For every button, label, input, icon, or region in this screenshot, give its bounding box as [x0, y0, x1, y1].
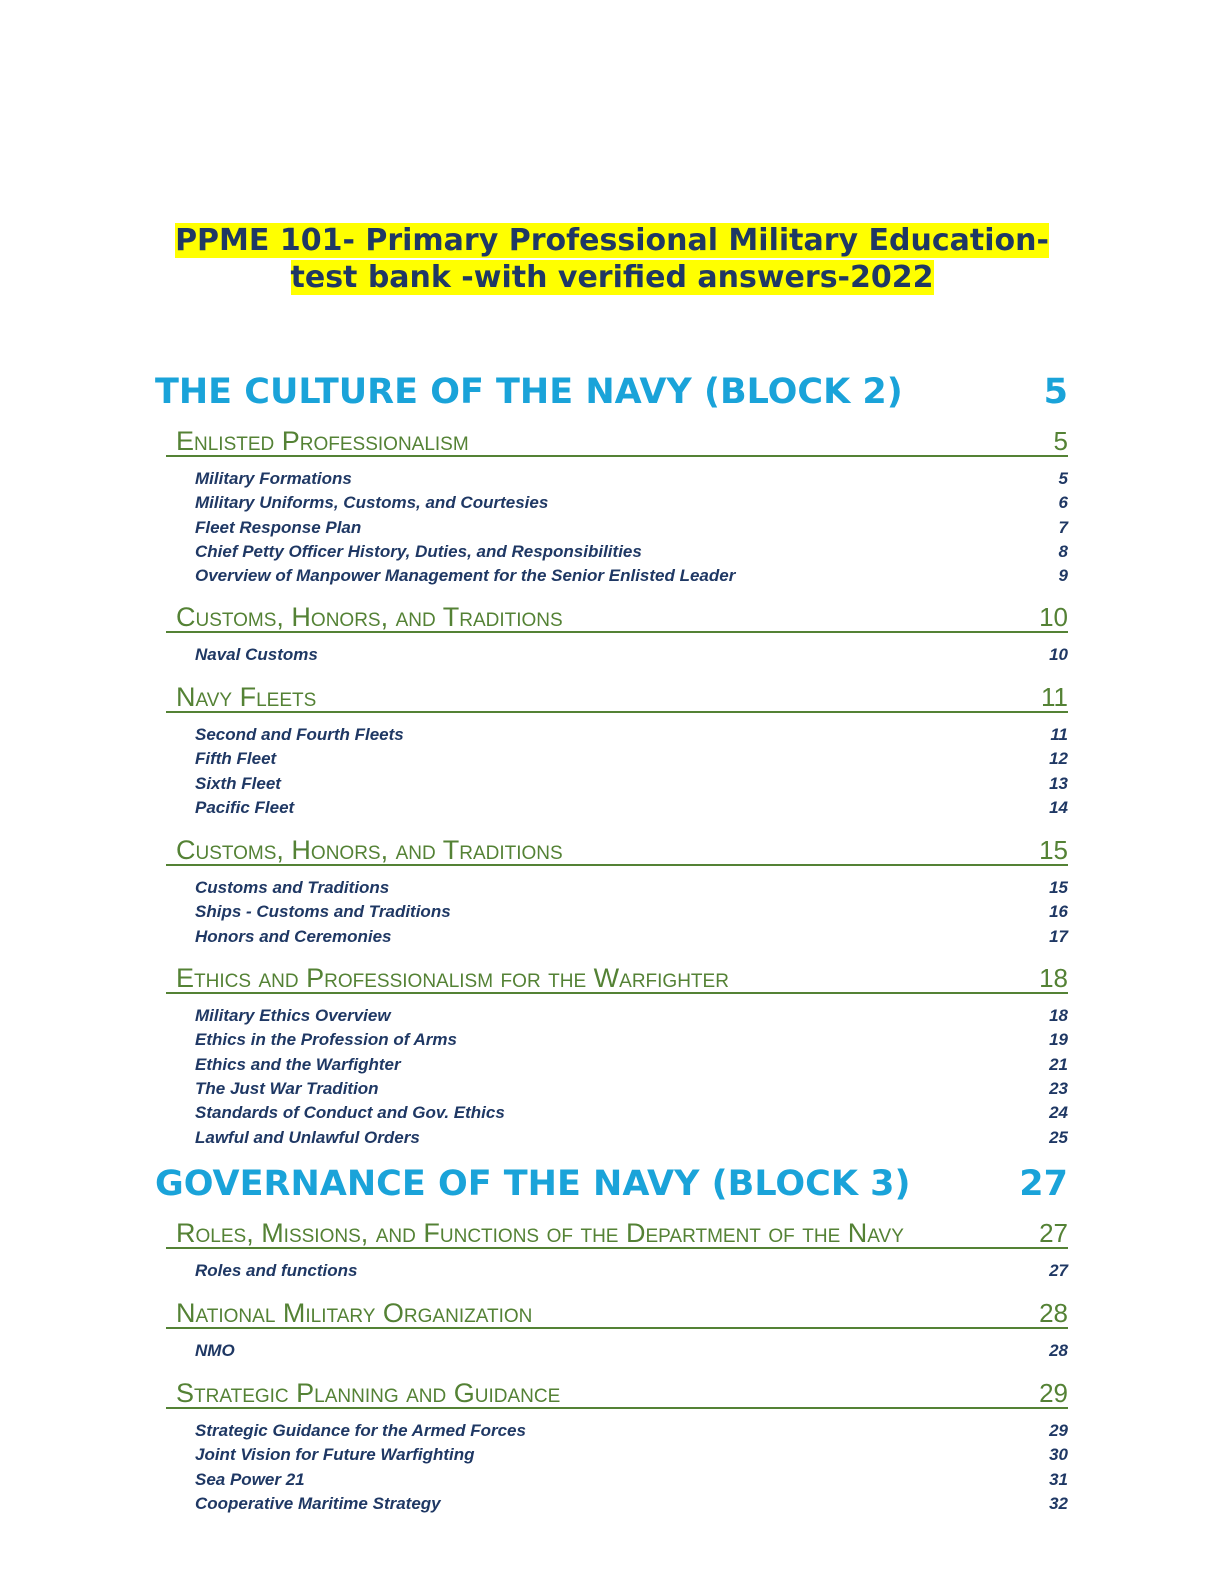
toc-section-heading-page: 10	[1039, 602, 1068, 632]
toc-entry-label: Second and Fourth Fleets	[195, 725, 404, 744]
toc-entry-label: Fleet Response Plan	[195, 517, 362, 537]
toc-block-heading-label: GOVERNANCE OF THE NAVY (BLOCK 3)	[155, 1164, 911, 1204]
toc-entry[interactable]	[195, 1029, 1068, 1051]
toc-entry-label: Roles and functions	[195, 1261, 358, 1280]
toc-entry-page: 31	[1049, 1469, 1068, 1489]
toc-entry-page: 13	[1049, 773, 1068, 793]
toc-entry[interactable]	[195, 1078, 1068, 1100]
toc-entry[interactable]	[195, 565, 1068, 587]
toc-entry-page: 27	[1049, 1261, 1068, 1280]
toc-entry-page: 12	[1049, 749, 1068, 769]
toc-section-heading-label: Enlisted Professionalism	[176, 426, 469, 456]
toc-entry-page: 8	[1058, 541, 1068, 561]
title-line-1: PPME 101- Primary Professional Military Education-	[175, 223, 1049, 258]
toc-entry-page: 10	[1049, 645, 1068, 664]
toc-entry-label: Military Ethics Overview	[195, 1006, 391, 1025]
toc-entry-label: Strategic Guidance for the Armed Forces	[195, 1421, 526, 1440]
toc-entry[interactable]	[195, 797, 1068, 819]
toc-entry-label: The Just War Tradition	[195, 1078, 379, 1098]
toc-entry-label: Honors and Ceremonies	[195, 926, 392, 946]
toc-entry-page: 21	[1049, 1054, 1068, 1074]
toc-entry-page: 32	[1049, 1493, 1068, 1513]
toc-section-heading-page: 18	[1039, 963, 1068, 993]
toc-section-heading[interactable]	[166, 601, 1068, 633]
toc-entry[interactable]	[195, 1102, 1068, 1124]
toc-entry-label: Standards of Conduct and Gov. Ethics	[195, 1103, 505, 1123]
toc-section-heading-label: National Military Organization	[176, 1298, 533, 1328]
document-title	[120, 222, 1104, 296]
toc-entry[interactable]	[195, 1260, 1068, 1282]
toc-section-heading[interactable]	[166, 1377, 1068, 1409]
toc-entry-label: NMO	[195, 1341, 235, 1360]
toc-entry-page: 30	[1049, 1445, 1068, 1465]
toc-block-heading-page: 5	[1043, 372, 1068, 412]
toc-section-heading-label: Ethics and Professionalism for the Warfighter	[176, 963, 729, 993]
toc-section-heading-label: Roles, Missions, and Functions of the Department of the Navy	[176, 1218, 904, 1248]
toc-entry[interactable]	[195, 644, 1068, 666]
toc-entry[interactable]	[195, 492, 1068, 514]
toc-entry[interactable]	[195, 1005, 1068, 1027]
toc-section-heading[interactable]	[166, 834, 1068, 866]
toc-section-heading-page: 27	[1039, 1218, 1068, 1248]
toc-entry-label: Cooperative Maritime Strategy	[195, 1493, 441, 1513]
toc-section-heading-page: 15	[1039, 835, 1068, 865]
toc-entry[interactable]	[195, 1469, 1068, 1491]
toc-entry-label: Overview of Manpower Management for the Senior Enlisted Leader	[195, 566, 736, 586]
toc-entry-page: 7	[1058, 517, 1068, 537]
toc-entry-page: 5	[1058, 469, 1068, 488]
toc-entry-label: Military Formations	[195, 469, 352, 488]
toc-entry-label: Chief Petty Officer History, Duties, and Responsibilities	[195, 541, 642, 561]
toc-entry-label: Lawful and Unlawful Orders	[195, 1127, 420, 1147]
toc-entry-label: Sixth Fleet	[195, 773, 281, 793]
toc-entry[interactable]	[195, 877, 1068, 899]
toc-entry-label: Naval Customs	[195, 645, 318, 664]
toc-entry-page: 23	[1049, 1078, 1068, 1098]
toc-block-heading[interactable]	[155, 370, 1068, 414]
toc-entry-page: 9	[1058, 566, 1068, 586]
toc-entry-page: 6	[1058, 493, 1068, 513]
title-line-2: test bank -with verified answers-2022	[290, 260, 934, 295]
toc-section-heading[interactable]	[166, 681, 1068, 713]
toc-entry[interactable]	[195, 1054, 1068, 1076]
toc-entry-label: Ethics and the Warfighter	[195, 1054, 401, 1074]
toc-section-heading[interactable]	[166, 1217, 1068, 1249]
toc-block-heading-label: THE CULTURE OF THE NAVY (BLOCK 2)	[155, 372, 903, 412]
toc-section-heading-page: 11	[1041, 682, 1068, 712]
toc-entry-label: Pacific Fleet	[195, 797, 295, 817]
toc-entry-label: Military Uniforms, Customs, and Courtesies	[195, 493, 549, 513]
toc-entry-page: 19	[1049, 1030, 1068, 1050]
toc-section-heading-page: 29	[1039, 1378, 1068, 1408]
toc-entry[interactable]	[195, 1444, 1068, 1466]
toc-entry-label: Ethics in the Profession of Arms	[195, 1030, 457, 1050]
toc-section-heading[interactable]	[166, 962, 1068, 994]
toc-section-heading-label: Navy Fleets	[176, 682, 317, 712]
toc-section-heading-label: Customs, Honors, and Traditions	[176, 835, 563, 865]
toc-entry-page: 15	[1049, 878, 1068, 897]
toc-entry-page: 25	[1049, 1127, 1068, 1147]
toc-section-heading-page: 5	[1053, 426, 1068, 456]
toc-entry-label: Joint Vision for Future Warfighting	[195, 1445, 475, 1465]
toc-section-heading-label: Customs, Honors, and Traditions	[176, 602, 563, 632]
toc-entry[interactable]	[195, 468, 1068, 490]
toc-entry-label: Customs and Traditions	[195, 878, 390, 897]
toc-entry-label: Sea Power 21	[195, 1469, 305, 1489]
toc-entry[interactable]	[195, 926, 1068, 948]
toc-entry-page: 24	[1049, 1103, 1068, 1123]
toc-entry[interactable]	[195, 748, 1068, 770]
toc-entry-page: 11	[1050, 725, 1068, 744]
toc-entry-page: 29	[1049, 1421, 1068, 1440]
toc-section-heading-label: Strategic Planning and Guidance	[176, 1378, 561, 1408]
toc-section-heading[interactable]	[166, 1297, 1068, 1329]
toc-section-heading[interactable]	[166, 425, 1068, 457]
toc-entry[interactable]	[195, 517, 1068, 539]
toc-entry[interactable]	[195, 1420, 1068, 1442]
toc-block-heading-page: 27	[1019, 1164, 1068, 1204]
toc-entry-label: Ships - Customs and Traditions	[195, 902, 451, 922]
toc-block-heading[interactable]	[155, 1162, 1068, 1206]
toc-entry-page: 17	[1049, 926, 1068, 946]
toc-entry-page: 14	[1049, 797, 1068, 817]
toc-entry[interactable]	[195, 901, 1068, 923]
toc-entry-page: 16	[1049, 902, 1068, 922]
toc-entry-page: 18	[1049, 1006, 1068, 1025]
toc-section-heading-page: 28	[1039, 1298, 1068, 1328]
toc-entry[interactable]	[195, 773, 1068, 795]
toc-entry-label: Fifth Fleet	[195, 749, 277, 769]
toc-entry[interactable]	[195, 724, 1068, 746]
toc-entry[interactable]	[195, 1340, 1068, 1362]
toc-entry[interactable]	[195, 1493, 1068, 1515]
toc-entry[interactable]	[195, 1127, 1068, 1149]
toc-entry-page: 28	[1049, 1341, 1068, 1360]
toc-entry[interactable]	[195, 541, 1068, 563]
